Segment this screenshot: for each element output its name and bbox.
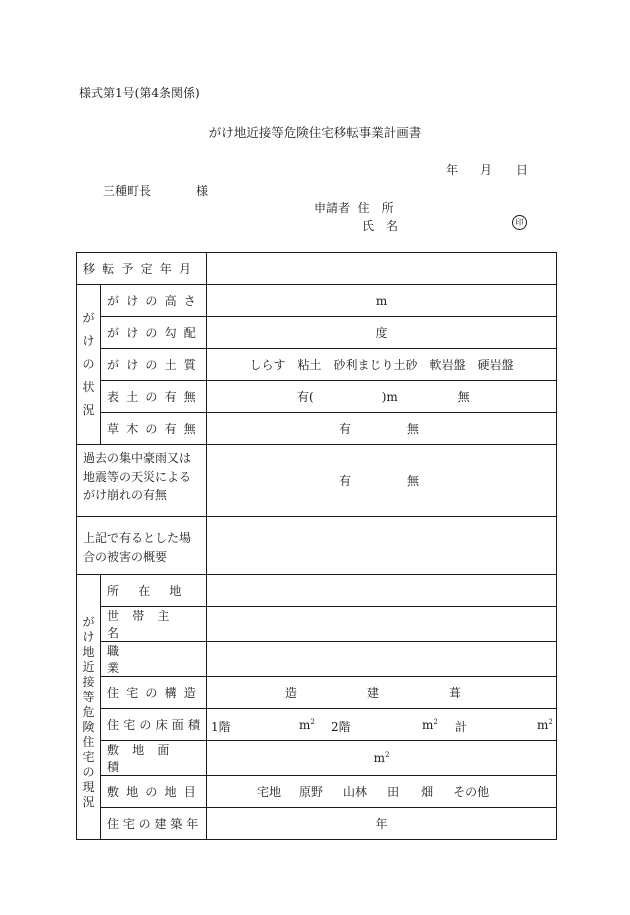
applicant-address-line (314, 199, 394, 216)
past-disaster-field[interactable]: 有 無 (207, 445, 557, 517)
structure-field[interactable]: 造 建 葺 (207, 677, 557, 709)
table-row (77, 285, 557, 317)
topsoil-field[interactable]: 有( )m 無 (207, 381, 557, 413)
structure-label: 住宅の構造 (101, 677, 207, 709)
cliff-height-label: がけの高さ (101, 285, 207, 317)
table-row (77, 776, 557, 808)
vegetation-label: 草木の有無 (101, 413, 207, 445)
site-area-field[interactable]: $m^2$ (207, 741, 557, 776)
land-category-label: 敷地の地目 (101, 776, 207, 808)
form-number: 様式第1号(第4条関係) (79, 86, 200, 100)
table-row (77, 445, 557, 517)
cliff-slope-label: がけの勾配 (101, 317, 207, 349)
table-row (77, 413, 557, 445)
floor-area-label: 住宅の床面積 (101, 709, 207, 741)
land-category-options[interactable]: 宅地 原野 山林 田 畑 その他 (207, 776, 557, 808)
name-label: 氏 名 (362, 219, 399, 233)
table-row (77, 381, 557, 413)
householder-field[interactable] (207, 607, 557, 642)
cliff-soil-label: がけの土質 (101, 349, 207, 381)
table-row (77, 808, 557, 840)
table-row (77, 349, 557, 381)
location-field[interactable] (207, 575, 557, 607)
damage-overview-label: 上記で有るとした場合の被害の概要 (77, 517, 207, 575)
addressee-suffix: 様 (196, 184, 209, 198)
date-month-label: 月 (480, 163, 493, 177)
table-row (77, 253, 557, 285)
householder-label: 世帯主名 (101, 607, 207, 642)
table-row (77, 607, 557, 642)
house-condition-group-label: が け 地 近 接 等 危 険 住 宅 の 現 況 (77, 575, 101, 840)
floor-area-field[interactable]: 1階 $m^2$ 2階 $m^2$ 計 $m^2$ (207, 709, 557, 741)
table-row (77, 517, 557, 575)
document-title: がけ地近接等危険住宅移転事業計画書 (208, 125, 422, 140)
date-year-label: 年 (446, 163, 459, 177)
applicant-label: 申請者 (314, 201, 351, 215)
occupation-label: 職 業 (101, 642, 207, 677)
location-label: 所 在 地 (101, 575, 207, 607)
address-label: 住 所 (357, 201, 394, 215)
date-day-label: 日 (516, 163, 529, 177)
past-disaster-label: 過去の集中豪雨又は地震等の天災によるがけ崩れの有無 (77, 445, 207, 517)
table-row (77, 677, 557, 709)
seal-mark: 印 (512, 215, 527, 230)
table-row (77, 642, 557, 677)
occupation-field[interactable] (207, 642, 557, 677)
cliff-condition-group-label: が け の 状 況 (77, 285, 101, 445)
move-date-field[interactable] (207, 253, 557, 285)
damage-overview-field[interactable] (207, 517, 557, 575)
move-date-label: 移転予定年月 (77, 253, 207, 285)
table-row (77, 741, 557, 776)
site-area-label: 敷地面積 (101, 741, 207, 776)
topsoil-label: 表土の有無 (101, 381, 207, 413)
plan-form-table (76, 252, 557, 840)
build-year-field[interactable]: 年 (207, 808, 557, 840)
table-row (77, 709, 557, 741)
addressee: 三種町長 (103, 184, 152, 198)
table-row (77, 317, 557, 349)
table-row (77, 575, 557, 607)
cliff-soil-options[interactable]: しらす 粘土 砂利まじり土砂 軟岩盤 硬岩盤 (207, 349, 557, 381)
vegetation-field[interactable]: 有 無 (207, 413, 557, 445)
cliff-height-field[interactable]: m (207, 285, 557, 317)
cliff-slope-field[interactable]: 度 (207, 317, 557, 349)
build-year-label: 住宅の建築年 (101, 808, 207, 840)
